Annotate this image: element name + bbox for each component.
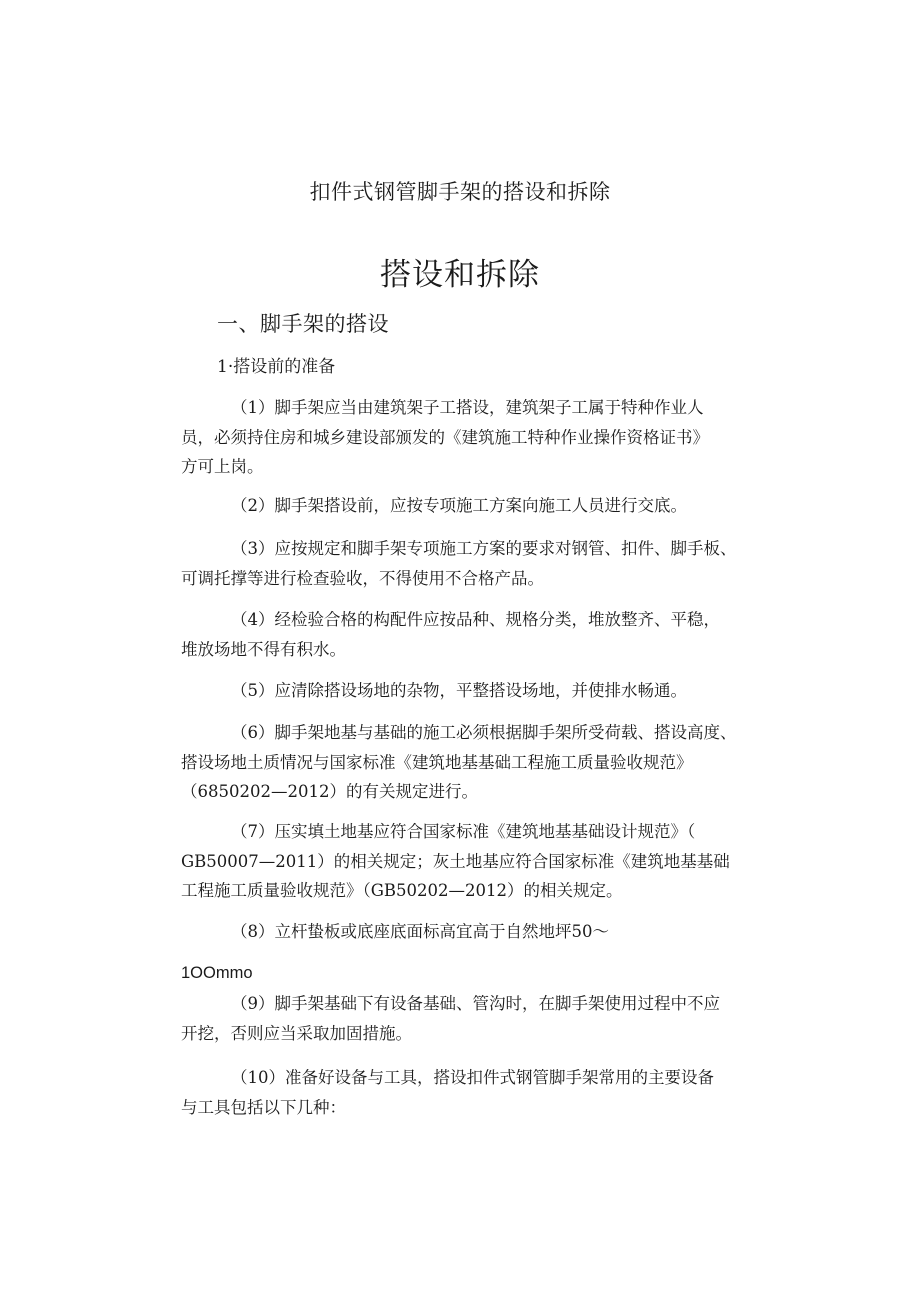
paragraph-line: （5）应清除搭设场地的杂物，平整搭设场地，并使排水畅通。 xyxy=(231,681,687,700)
subsection-heading: 1·搭设前的准备 xyxy=(217,357,336,377)
paragraph-line: 搭设场地土质情况与国家标准《建筑地基基础工程施工质量验收规范》 xyxy=(181,752,693,772)
paragraph-line: 工程施工质量验收规范》（GB50202—2012）的相关规定。 xyxy=(181,881,623,900)
paragraph-line: （1）脚手架应当由建筑架子工搭设，建筑架子工属于特种作业人 xyxy=(231,398,704,417)
paragraph-5 xyxy=(181,676,771,706)
paragraph-line: 堆放场地不得有积水。 xyxy=(181,639,346,659)
section-heading: 一、脚手架的搭设 xyxy=(217,312,389,336)
paragraph-line: 方可上岗。 xyxy=(181,457,264,476)
paragraph-line: （2）脚手架搭设前，应按专项施工方案向施工人员进行交底。 xyxy=(231,496,687,515)
document-title: 扣件式钢管脚手架的搭设和拆除 xyxy=(309,180,611,204)
paragraph-line: 开挖，否则应当采取加固措施。 xyxy=(181,1023,412,1043)
paragraph-line: （6850202—2012）的有关规定进行。 xyxy=(181,782,478,801)
paragraph-line: 可调托撑等进行检查验收，不得使用不合格产品。 xyxy=(181,568,544,588)
paragraph-3 xyxy=(181,534,771,593)
paragraph-1 xyxy=(181,393,771,482)
paragraph-line: （9）脚手架基础下有设备基础、管沟时，在脚手架使用过程中不应 xyxy=(231,994,720,1013)
paragraph-line: 1OOmmo xyxy=(181,963,253,982)
paragraph-4 xyxy=(181,605,771,664)
document-subtitle: 搭设和拆除 xyxy=(380,257,540,293)
paragraph-line: （10）准备好设备与工具，搭设扣件式钢管脚手架常用的主要设备 xyxy=(231,1068,714,1087)
paragraph-line: （4）经检验合格的构配件应按品种、规格分类，堆放整齐、平稳， xyxy=(231,610,720,629)
paragraph-line: （6）脚手架地基与基础的施工必须根据脚手架所受荷载、搭设高度、 xyxy=(231,723,737,742)
paragraph-line: （7）压实填土地基应符合国家标准《建筑地基基础设计规范》（ xyxy=(231,822,696,841)
paragraph-6 xyxy=(181,718,771,807)
paragraph-2 xyxy=(181,491,771,521)
paragraph-7 xyxy=(181,817,771,906)
paragraph-line: （8）立杆蛰板或底座底面标高宜高于自然地坪50～ xyxy=(231,922,609,941)
paragraph-line: （3）应按规定和脚手架专项施工方案的要求对钢管、扣件、脚手板、 xyxy=(231,539,737,558)
paragraph-line: 员，必须持住房和城乡建设部颁发的《建筑施工特种作业操作资格证书》 xyxy=(181,427,709,447)
paragraph-line: GB50007—2011）的相关规定；灰土地基应符合国家标准《建筑地基基础 xyxy=(181,851,730,871)
paragraph-8 xyxy=(181,917,771,988)
paragraph-9 xyxy=(181,989,771,1048)
paragraph-10 xyxy=(181,1063,771,1122)
paragraph-line: 与工具包括以下几种： xyxy=(181,1097,346,1117)
